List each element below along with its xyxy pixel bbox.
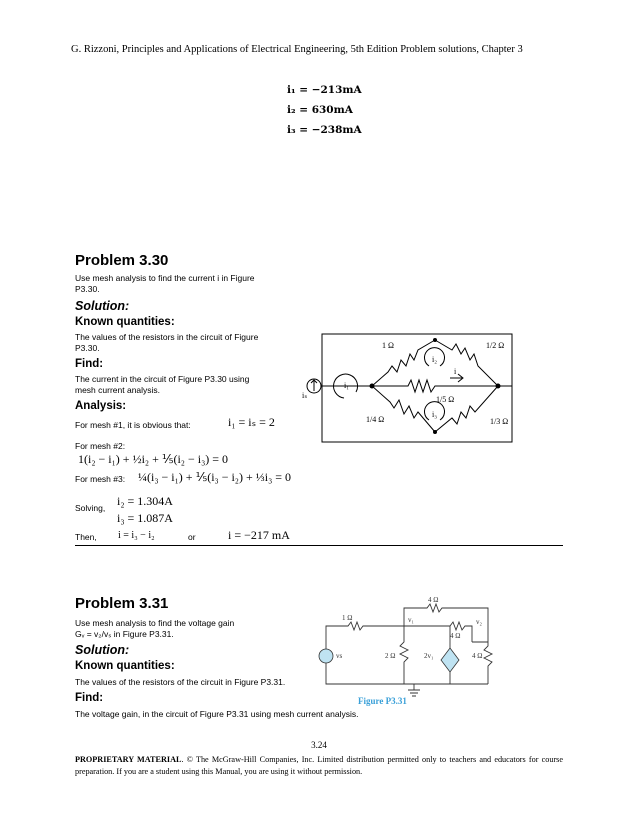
known-text-331: The values of the resistors of the circuit in Figure P3.31. bbox=[75, 677, 286, 687]
fig331-r-top: 4 Ω bbox=[428, 596, 439, 604]
fig-r5-label: 1/5 Ω bbox=[436, 395, 455, 404]
find-heading-331: Find: bbox=[75, 692, 104, 704]
page-header: G. Rizzoni, Principles and Applications of Electrical Engineering, 5th Edition Problem solutions, Chapter 3 bbox=[71, 44, 523, 55]
fig331-r-right: 4 Ω bbox=[472, 652, 483, 660]
problem-331-title: Problem 3.31 bbox=[75, 595, 169, 612]
or-label: or bbox=[188, 532, 196, 542]
fig331-caption: Figure P3.31 bbox=[358, 696, 407, 706]
fig331-vs: vs bbox=[336, 652, 343, 660]
problem-330-statement-1: Use mesh analysis to find the current i in Figure bbox=[75, 273, 255, 283]
fig-r2-label: 1/2 Ω bbox=[486, 341, 505, 350]
known-text-2: P3.30. bbox=[75, 343, 100, 353]
result-i2: i₂ = 630mA bbox=[287, 104, 353, 116]
result-i3: i₃ = −238mA bbox=[287, 124, 362, 136]
known-heading-331: Known quantities: bbox=[75, 660, 175, 672]
page-number: 3.24 bbox=[311, 740, 327, 750]
mesh3-equation: ¼(i₃ − i₁) + ⅕(i₃ − i₂) + ⅓i₃ = 0 bbox=[138, 470, 292, 484]
find-text-1: The current in the circuit of Figure P3.30 using bbox=[75, 374, 250, 384]
fig331-r-mid: 2 Ω bbox=[385, 652, 396, 660]
result-i1: i₁ = −213mA bbox=[287, 84, 362, 96]
find-heading: Find: bbox=[75, 358, 104, 370]
find-text-331: The voltage gain, in the circuit of Figure P3.31 using mesh current analysis. bbox=[75, 709, 359, 719]
mesh1-equation: i₁ = iₛ = 2 bbox=[228, 415, 275, 429]
figure-p330 bbox=[300, 320, 530, 452]
fig-i-label: i bbox=[454, 367, 457, 376]
problem-331-statement-2: Gᵥ = v₂/vₛ in Figure P3.31. bbox=[75, 629, 174, 639]
fig-r1-label: 1 Ω bbox=[382, 341, 394, 350]
find-text-2: mesh current analysis. bbox=[75, 385, 161, 395]
fig331-r-mid2: 4 Ω bbox=[450, 632, 461, 640]
solution-heading: Solution: bbox=[75, 299, 130, 313]
mesh2-label: For mesh #2: bbox=[75, 441, 126, 451]
footer-text: . © The McGraw-Hill Companies, Inc. Limited distribution permitted only to teachers and educators for course preparation. If you are a student using this Manual, you are using it without permission. bbox=[75, 755, 563, 776]
solution-heading-331: Solution: bbox=[75, 643, 130, 657]
solution-i3: i₃ = 1.087A bbox=[117, 511, 173, 525]
known-heading: Known quantities: bbox=[75, 316, 175, 328]
figure-p331 bbox=[312, 596, 500, 708]
fig331-dep: 2v₁ bbox=[424, 652, 434, 660]
footer bbox=[75, 754, 563, 778]
mesh2-equation: 1(i₂ − i₁) + ½i₂ + ⅕(i₂ − i₃) = 0 bbox=[78, 452, 229, 466]
final-equation: i = −217 mA bbox=[228, 528, 290, 542]
fig-r3-label: 1/4 Ω bbox=[366, 415, 385, 424]
fig331-v1: v₁ bbox=[408, 616, 414, 624]
analysis-heading: Analysis: bbox=[75, 400, 127, 412]
problem-330-title: Problem 3.30 bbox=[75, 252, 169, 269]
fig-i1-label: i₁ bbox=[344, 381, 350, 390]
solving-label: Solving, bbox=[75, 503, 106, 513]
solution-i2: i₂ = 1.304A bbox=[117, 494, 173, 508]
known-text-1: The values of the resistors in the circuit of Figure bbox=[75, 332, 259, 342]
fig-i3-label: i₃ bbox=[432, 410, 438, 419]
then-label: Then, bbox=[75, 532, 97, 542]
fig331-v2: v₂ bbox=[476, 618, 482, 626]
then-equation: i = i₃ − i₂ bbox=[118, 530, 155, 541]
fig-r4-label: 1/3 Ω bbox=[490, 417, 509, 426]
footer-bold: PROPRIETARY MATERIAL bbox=[75, 755, 182, 764]
mesh1-label: For mesh #1, it is obvious that: bbox=[75, 420, 191, 430]
problem-330-statement-2: P3.30. bbox=[75, 284, 100, 294]
fig-is-label: iₛ bbox=[302, 391, 308, 400]
mesh3-label: For mesh #3: bbox=[75, 474, 126, 484]
fig-i2-label: i₂ bbox=[432, 355, 438, 364]
fig331-r-left: 1 Ω bbox=[342, 614, 353, 622]
problem-331-statement-1: Use mesh analysis to find the voltage gain bbox=[75, 618, 235, 628]
answer-rule bbox=[75, 545, 563, 546]
